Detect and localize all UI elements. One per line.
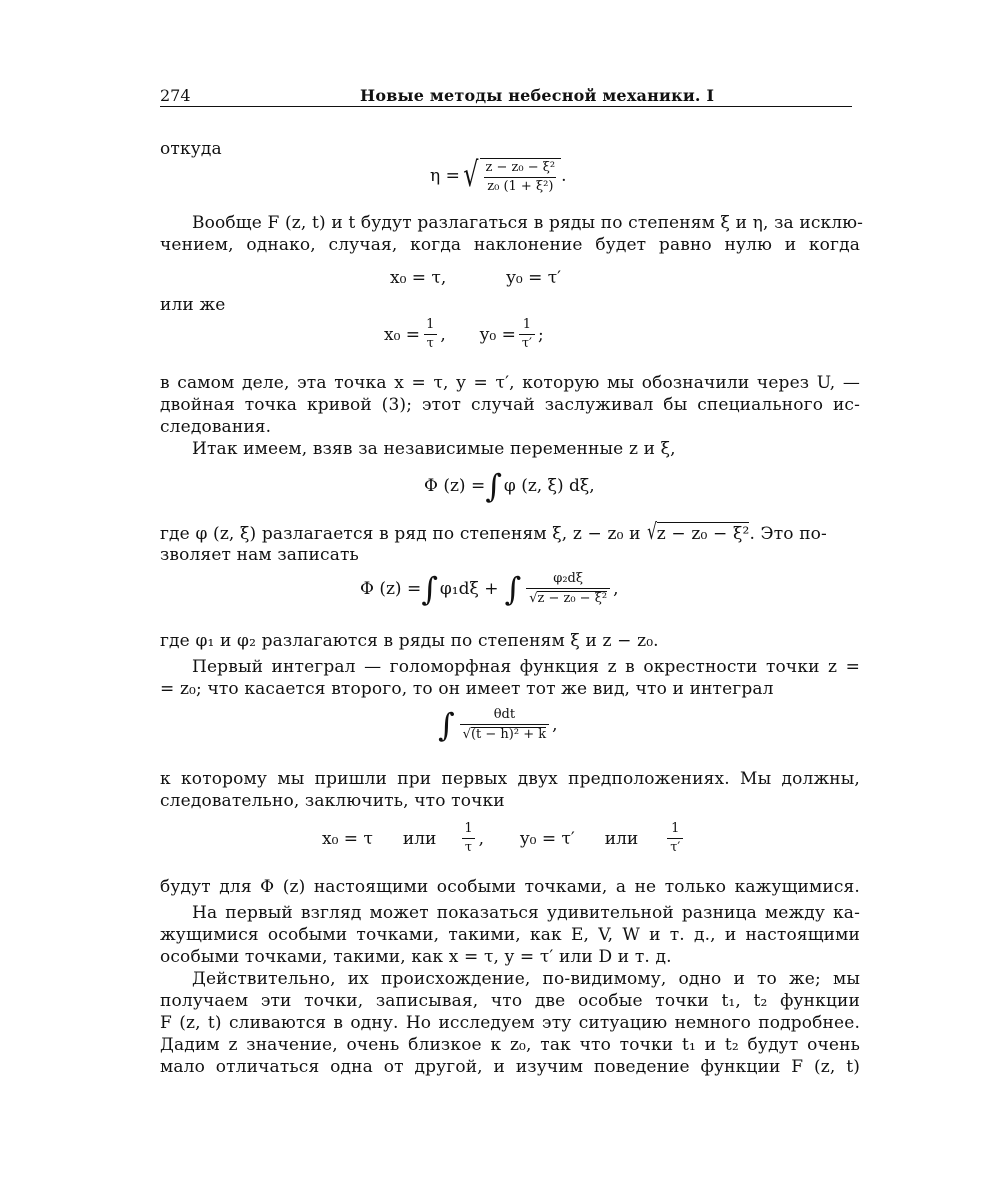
eq-comma: ,	[478, 828, 485, 849]
equation-eta	[430, 155, 567, 195]
text-line: Дадим z значение, очень близкое к z₀, так что точки t₁ и t₂ будут очень	[160, 1035, 860, 1055]
numerator: φ₂dξ	[553, 571, 584, 586]
integral-sign: ∫	[485, 467, 502, 505]
text-line: Первый интеграл — голоморфная функция z в окрестности точки z =	[192, 657, 860, 677]
text-line: где φ₁ и φ₂ разлагаются в ряды по степеням ξ и z − z₀.	[160, 631, 659, 651]
numerator: θdt	[493, 707, 516, 722]
denominator: τ′	[667, 838, 683, 855]
running-header	[160, 86, 852, 108]
eq-phi2-end: ,	[613, 579, 619, 599]
text-line: жущимися особыми точками, такими, как E, V, W и т. д., и настоящими	[160, 925, 860, 945]
eq-eta-end: .	[561, 166, 567, 186]
denominator	[460, 724, 549, 742]
text-line: мало отличаться одна от другой, и изучим поведение функции F (z, t)	[160, 1057, 860, 1077]
equation-points	[322, 822, 686, 855]
radical-symbol: √	[529, 590, 538, 606]
fraction	[526, 572, 610, 606]
radicand: (t − h)² + k	[470, 727, 547, 742]
eq-int-end: ,	[552, 715, 558, 735]
text-line: особыми точками, такими, как x = τ, y = τ′ или D и т. д.	[160, 947, 672, 967]
text-line: откуда	[160, 139, 222, 159]
equation-theta-integral	[438, 708, 558, 742]
eq-y0-lhs: y₀ =	[479, 324, 516, 345]
text-segment: . Это по-	[749, 523, 827, 544]
fraction	[460, 708, 549, 742]
text-line: = z₀; что касается второго, то он имеет тот же вид, что и интеграл	[160, 679, 774, 699]
radicand: z − z₀ − ξ²	[537, 591, 608, 606]
equation-phi-split	[360, 572, 619, 606]
integral-sign: ∫	[438, 706, 455, 744]
eq-or: или	[402, 828, 437, 849]
eq-or: или	[604, 828, 639, 849]
numerator: 1	[426, 317, 435, 332]
radical-symbol: √	[646, 520, 657, 545]
equation-x0-inverse	[384, 318, 544, 351]
eq-eta-lhs: η =	[430, 166, 460, 186]
text-line: к которому мы пришли при первых двух предположениях. Мы должны,	[160, 769, 860, 789]
fraction	[423, 318, 437, 351]
text-line: Вообще F (z, t) и t будут разлагаться в ряды по степеням ξ и η, за исклю-	[192, 213, 864, 233]
eq-x0-lhs: x₀ =	[384, 324, 421, 345]
fraction	[461, 822, 475, 855]
text-line: получаем эти точки, записывая, что две особые точки t₁, t₂ функции	[160, 991, 860, 1011]
text-line: в самом деле, эта точка x = τ, y = τ′, которую мы обозначили через U, —	[160, 373, 860, 393]
sqrt-sign	[645, 522, 750, 545]
eq-phi-lhs: Φ (z) =	[424, 476, 486, 496]
numerator: 1	[464, 821, 473, 836]
eq-y0: y₀ = τ′	[506, 268, 562, 288]
text-line: будут для Φ (z) настоящими особыми точками, а не только кажущимися.	[160, 877, 860, 897]
denominator: τ′	[519, 334, 535, 351]
text-segment: где φ (z, ξ) разлагается в ряд по степеням ξ, z − z₀ и	[160, 523, 641, 544]
text-line: чением, однако, случая, когда наклонение будет равно нулю и когда	[160, 235, 860, 255]
denominator: τ	[424, 334, 437, 351]
eq-x0: x₀ = τ,	[390, 268, 447, 288]
eq-phi2-lhs: Φ (z) =	[360, 579, 422, 599]
text-line: следования.	[160, 417, 272, 437]
radicand	[480, 158, 562, 194]
text-line: Действительно, их происхождение, по-видимому, одно и то же; мы	[192, 969, 860, 989]
numerator: 1	[522, 317, 532, 332]
page-number: 274	[160, 86, 191, 105]
denominator: z₀ (1 + ξ²)	[484, 177, 556, 194]
eq-comma: ,	[440, 324, 446, 345]
sqrt-sign	[460, 155, 561, 195]
equation-x0-y0	[390, 268, 561, 288]
numerator: 1	[671, 821, 680, 836]
text-line: следовательно, заключить, что точки	[160, 791, 505, 811]
eq-x0-tau: x₀ = τ	[322, 828, 373, 849]
eq-phi-body: φ (z, ξ) dξ,	[503, 476, 595, 496]
numerator: z − z₀ − ξ²	[485, 160, 556, 175]
text-line: зволяет нам записать	[160, 545, 359, 565]
denominator: τ	[462, 838, 475, 855]
radicand: z − z₀ − ξ²	[656, 524, 750, 544]
text-line: F (z, t) сливаются в одну. Но исследуем эту ситуацию немного подробнее.	[160, 1013, 860, 1033]
integral-sign: ∫	[421, 570, 438, 608]
header-rule	[160, 106, 852, 107]
equation-phi-integral	[424, 467, 595, 505]
eq-semicolon: ;	[537, 324, 544, 345]
eq-y0-tau: y₀ = τ′	[520, 828, 575, 849]
running-title: Новые методы небесной механики. I	[360, 86, 715, 105]
radical-symbol: √	[462, 726, 471, 742]
integral-sign: ∫	[504, 570, 522, 608]
text-line: или же	[160, 295, 226, 315]
denominator	[526, 588, 610, 606]
radical-symbol: √	[463, 155, 479, 195]
text-line: Итак имеем, взяв за независимые переменные z и ξ,	[192, 439, 676, 459]
text-line: двойная точка кривой (3); этот случай заслуживал бы специального ис-	[160, 395, 860, 415]
fraction	[483, 161, 559, 194]
eq-phi2-term1: φ₁dξ +	[439, 579, 499, 599]
fraction	[519, 318, 535, 351]
text-line: На первый взгляд может показаться удивительной разница между ка-	[192, 903, 860, 923]
fraction	[667, 822, 683, 855]
text-line-with-radical	[160, 522, 860, 545]
